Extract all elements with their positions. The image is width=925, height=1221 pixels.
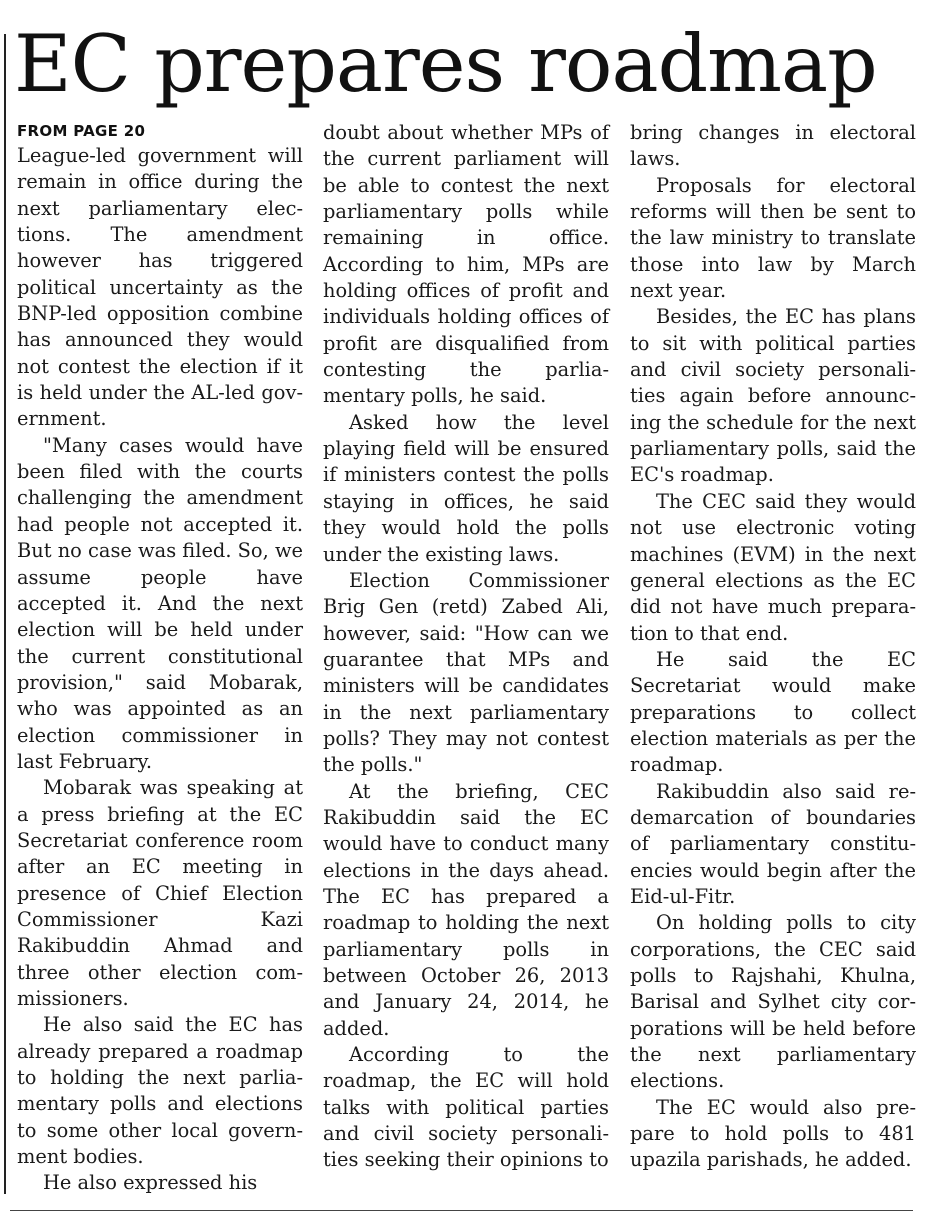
paragraph: "Many cases would have been filed with the courts challenging the amendment had people not accepted it. But no case was filed. So, we assume people have accepted it. And the next election will be held under the current constitutional provision," said Mobarak, who was appointed as an election commissioner in last February. [17,433,304,773]
headline: EC prepares roadmap [14,18,877,110]
article-column-2 [323,120,609,1174]
paragraph: Asked how the level playing field will be ensured if ministers contest the polls staying in offices, he said they would hold the polls under the existing laws. [323,410,609,566]
paragraph: Besides, the EC has plans to sit with political parties and civil society personalities again before announcing the schedule for the next parliamentary polls, said the EC's roadmap. [630,305,916,487]
paragraph: Rakibuddin also said redemarcation of boundaries of parliamentary constituencies would begin after the Eid-ul-Fitr. [630,779,916,908]
paragraph: He said the EC Secretariat would make preparations to collect election materials as per the roadmap. [630,647,916,777]
paragraph: According to the roadmap, the EC will hold talks with political parties and civil society personalities seeking their opinions to [323,1043,609,1172]
paragraph: Mobarak was speaking at a press briefing at the EC Secretariat conference room after an EC meeting in presence of Chief Election Commissioner Kazi Rakibuddin Ahmad and three other election commissioners. [17,776,303,1010]
paragraph: doubt about whether MPs of the current parliament will be able to contest the next parliamentary polls while remaining in office. According to him, MPs are holding offices of profit and individuals holding offices of profit are disqualified from contesting the parliamentary polls, he said. [323,121,609,408]
paragraph: Election Commissioner Brig Gen (retd) Zabed Ali, however, said: "How can we guarantee that MPs and ministers will be candidates in the next parliamentary polls? They may not contest the polls." [323,568,609,777]
left-column-rule [4,34,6,1194]
paragraph: At the briefing, CEC Rakibuddin said the EC would have to conduct many elections in the days ahead. The EC has prepared a roadmap to holding the next parliamentary polls in between October 26, 2013 and January 24, 2014, he added. [323,779,609,1040]
paragraph: The EC would also prepare to hold polls to 481 upazila parishads, he added. [630,1095,916,1172]
bottom-rule [10,1210,913,1211]
continuation-kicker: FROM PAGE 20 [17,122,146,140]
paragraph: On holding polls to city corporations, the CEC said polls to Rajshahi, Khulna, Barisal and Sylhet city corporations will be held before the next parliamentary elections. [630,911,916,1093]
paragraph: bring changes in electoral laws. [630,121,916,171]
paragraph: The CEC said they would not use electronic voting machines (EVM) in the next general elections as the EC did not have much preparation to that end. [630,489,916,645]
paragraph: Proposals for electoral reforms will then be sent to the law ministry to translate those into law by March next year. [630,173,916,303]
paragraph: He also expressed his [43,1171,258,1195]
article-column-1 [17,120,303,1197]
paragraph: He also said the EC has already prepared a roadmap to holding the next parliamentary polls and elections to some other local government bodies. [17,1013,303,1169]
paragraph: League-led government will remain in office during the next parliamentary elections. The amendment however has triggered political uncertainty as the BNP-led opposition combine has announced they would not contest the election if it is held under the AL-led government. [17,144,303,431]
article-column-3 [630,120,916,1174]
